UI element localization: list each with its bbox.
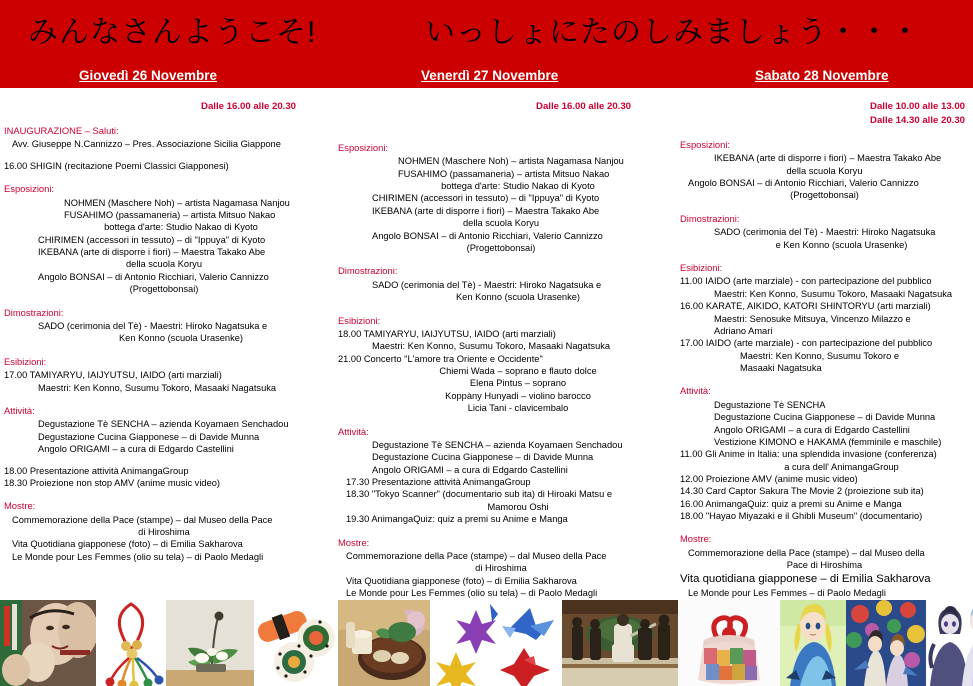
greeting-text-left: みんなさんようこそ! xyxy=(28,16,317,49)
section-line: della scuola Koryu xyxy=(126,259,202,270)
opening-hours-line: Dalle 14.30 alle 20.30 xyxy=(870,114,965,126)
section-line: SADO (cerimonia del Tè) - Maestri: Hiroko Nagatsuka e xyxy=(38,321,268,331)
section-esibizioni xyxy=(4,356,324,394)
section-line: 21.00 Concerto "L'amore tra Oriente e Occidente" xyxy=(338,353,543,364)
day-header-thursday: Giovedì 26 Novembre xyxy=(79,68,218,83)
photo-strip xyxy=(0,600,973,686)
section-line: Adriano Amari xyxy=(714,325,773,336)
section-heading: Mostre: xyxy=(4,500,36,512)
program-column-saturday xyxy=(670,88,973,600)
section-heading: Dimostrazioni: xyxy=(4,306,64,318)
section-line: 18.00 Presentazione attività AnimangaGroup xyxy=(4,465,189,476)
section-heading: Dimostrazioni: xyxy=(338,265,398,277)
section-line: (Progettobonsai) xyxy=(790,190,859,201)
section-line: NOHMEN (Maschere Noh) – artista Nagamasa Nanjou xyxy=(64,197,290,208)
section-line: della scuola Koryu xyxy=(786,165,863,176)
section-line: Degustazione Cucina Giapponese – di Davide Munna xyxy=(38,431,260,442)
day-header-friday: Venerdì 27 Novembre xyxy=(421,68,559,83)
section-line: NOHMEN (Maschere Noh) – artista Nagamasa Nanjou xyxy=(398,156,624,167)
section-line: Masaaki Nagatsuka xyxy=(740,362,822,373)
section-line: SADO (cerimonia del Tè) - Maestri: Hiroko Nagatsuka e xyxy=(372,279,602,290)
section-line: Chiemi Wada – soprano e flauto dolce xyxy=(439,366,597,377)
section-line: e Ken Konno (scuola Urasenke) xyxy=(775,239,908,250)
section-line: Elena Pintus – soprano xyxy=(469,378,567,389)
decorative-cords-photo xyxy=(96,600,166,686)
section-line: Mamorou Oshi xyxy=(487,501,549,512)
section-line: Degustazione Tè SENCHA xyxy=(714,399,826,410)
section-esibizioni xyxy=(680,262,969,374)
section-dimostrazioni xyxy=(680,213,969,251)
section-line: Degustazione Cucina Giapponese – di Davide Munna xyxy=(714,412,936,423)
greeting-text-right: いっしょにたのしみましょう・・・ xyxy=(425,16,921,49)
section-line: Maestri: Ken Konno, Susumu Tokoro e xyxy=(740,350,899,361)
section-esibizioni xyxy=(338,315,664,415)
section-line: Maestri: Ken Konno, Susumu Tokoro, Masaaki Nagatsuka xyxy=(38,382,277,393)
header-banner xyxy=(0,0,973,88)
section-line: 16.00 KARATE, AIKIDO, KATORI SHINTORYU (arti marziali) xyxy=(680,301,931,312)
section-line: 19.30 AnimangaQuiz: quiz a premi su Anime e Manga xyxy=(346,514,568,525)
section-line: a cura dell' AnimangaGroup xyxy=(784,461,899,472)
section-line: 17.00 TAMIYARYU, IAIJYUTSU, IAIDO (arti marziali) xyxy=(4,370,222,381)
section-heading: Esposizioni: xyxy=(338,141,389,153)
section-line: 16.00 SHIGIN (recitazione Poemi Classici Giapponesi) xyxy=(4,160,229,171)
section-line: 18.30 Proiezione non stop AMV (anime music video) xyxy=(4,477,221,488)
section-line: (Progettobonsai) xyxy=(129,284,199,295)
opening-hours-thursday xyxy=(4,88,324,114)
section-line: IKEBANA (arte di disporre i fiori) – Maestra Takako Abe xyxy=(714,153,942,164)
section-line: Degustazione Tè SENCHA – azienda Koyamaen Senchadou xyxy=(372,440,623,451)
section-heading: Esposizioni: xyxy=(680,138,731,150)
section-dimostrazioni xyxy=(4,307,324,345)
section-line: Le Monde pour Les Femmes (olio su tela) – di Paolo Medagli xyxy=(12,551,264,562)
program-column-thursday xyxy=(0,88,330,600)
section-heading: Esibizioni: xyxy=(680,261,723,273)
section-line: Pace di Hiroshima xyxy=(786,560,863,571)
section-line: della scuola Koryu xyxy=(463,218,539,229)
section-line: CHIRIMEN (accessori in tessuto) – di "Ippuya" di Kyoto xyxy=(372,193,600,204)
origami-stars-photo xyxy=(430,600,500,686)
chirimen-pouch-photo xyxy=(678,600,780,686)
section-line: IKEBANA (arte di disporre i fiori) – Maestra Takako Abe xyxy=(38,247,266,258)
opening-hours-line: Dalle 10.00 alle 13.00 xyxy=(870,101,965,112)
origami-cranes-photo xyxy=(500,600,562,686)
section-line: Angolo BONSAI – di Antonio Ricchiari, Valerio Cannizzo xyxy=(38,271,269,282)
noh-masks-photo xyxy=(0,600,96,686)
section-line: FUSAHIMO (passamaneria) – artista Mitsuo Nakao xyxy=(64,209,276,220)
section-line: Degustazione Cucina Giapponese – di Davide Munna xyxy=(372,452,594,463)
section-line: 17.00 IAIDO (arte marziale) - con partecipazione del pubblico xyxy=(680,338,933,349)
section-line: Angolo BONSAI – di Antonio Ricchiari, Valerio Cannizzo xyxy=(372,230,603,241)
section-heading: Attività: xyxy=(338,425,369,437)
section-line: 11.00 IAIDO (arte marziale) - con partecipazione del pubblico xyxy=(680,276,932,287)
section-line: 18.00 TAMIYARYU, IAIJYUTSU, IAIDO (arti marziali) xyxy=(338,329,556,339)
section-line: 11.00 Gli Anime in Italia: una splendida invasione (conferenza) xyxy=(680,449,937,460)
martial-arts-photo xyxy=(562,600,678,686)
section-line: Commemorazione della Pace (stampe) – dal Museo della xyxy=(688,547,925,558)
section-heading: Esibizioni: xyxy=(4,355,47,367)
section-heading: INAUGURAZIONE – Saluti: xyxy=(4,124,119,136)
section-line: Maestri: Ken Konno, Susumu Tokoro, Masaaki Nagatsuka xyxy=(372,341,611,352)
section-attivita xyxy=(338,426,664,526)
section-line: 18.30 "Tokyo Scanner" (documentario sub ita) di Hiroaki Matsu e xyxy=(346,489,613,500)
section-line: 12.00 Proiezione AMV (anime music video) xyxy=(680,474,858,484)
section-line: di Hiroshima xyxy=(138,527,190,538)
section-dimostrazioni xyxy=(338,265,664,303)
program-columns xyxy=(0,88,973,600)
section-line: Maestri: Senosuke Mitsuya, Vincenzo Milazzo e xyxy=(714,313,911,324)
day-header-saturday: Sabato 28 Novembre xyxy=(755,68,889,83)
section-line: Koppàny Hunyadi – violino barocco xyxy=(445,390,591,401)
section-line: Ken Konno (scuola Urasenke) xyxy=(455,292,581,303)
section-esposizioni xyxy=(338,142,664,254)
section-heading: Mostre: xyxy=(338,536,370,548)
section-line: 14.30 Card Captor Sakura The Movie 2 (proiezione sub ita) xyxy=(680,486,924,497)
opening-hours-line: Dalle 16.00 alle 20.30 xyxy=(536,101,631,112)
manga-art-photo xyxy=(846,600,926,686)
section-line: bottega d'arte: Studio Nakao di Kyoto xyxy=(104,222,258,233)
anime-characters-photo xyxy=(926,600,973,686)
section-line: Commemorazione della Pace (stampe) – dal Museo della Pace xyxy=(12,514,273,525)
section-heading: Attività: xyxy=(680,385,711,397)
section-esposizioni xyxy=(4,183,324,295)
section-line: Ken Konno (scuola Urasenke) xyxy=(118,333,244,344)
section-mostre xyxy=(680,533,969,599)
section-line: IKEBANA (arte di disporre i fiori) – Maestra Takako Abe xyxy=(372,205,600,216)
program-column-friday xyxy=(330,88,670,600)
section-heading: Esibizioni: xyxy=(338,314,381,326)
opening-hours-line: Dalle 16.00 alle 20.30 xyxy=(201,101,296,112)
section-line: Vestizione KIMONO e HAKAMA (femminile e maschile) xyxy=(714,436,942,447)
section-attivita xyxy=(4,405,324,489)
section-mostre xyxy=(4,500,324,563)
section-inaugurazione xyxy=(4,125,324,172)
ikebana-photo xyxy=(166,600,254,686)
anime-art-photo xyxy=(780,600,846,686)
section-line: FUSAHIMO (passamaneria) – artista Mitsuo Nakao xyxy=(398,168,610,179)
section-line: Vita Quotidiana giapponese (foto) – di Emilia Sakharova xyxy=(12,539,243,550)
section-line: Vita Quotidiana giapponese (foto) – di Emilia Sakharova xyxy=(346,575,577,586)
section-heading: Esposizioni: xyxy=(4,183,55,195)
section-line: SADO (cerimonia del Tè) - Maestri: Hiroko Nagatsuka xyxy=(714,227,936,238)
section-line: Angolo ORIGAMI – a cura di Edgardo Castellini xyxy=(714,424,910,435)
section-line: Licia Tani - clavicembalo xyxy=(467,403,569,414)
section-esposizioni xyxy=(680,139,969,202)
section-line: 17.30 Presentazione attività AnimangaGroup xyxy=(346,477,531,488)
day-header-row xyxy=(0,68,973,88)
section-line: di Hiroshima xyxy=(475,563,527,574)
section-line: Avv. Giuseppe N.Cannizzo – Pres. Associazione Sicilia Giappone xyxy=(12,139,281,150)
section-line: Le Monde pour Les Femmes (olio su tela) – di Paolo Medagli xyxy=(346,588,598,599)
sushi-photo xyxy=(254,600,338,686)
section-line: bottega d'arte: Studio Nakao di Kyoto xyxy=(441,181,595,192)
tea-ceremony-photo xyxy=(338,600,430,686)
section-mostre xyxy=(338,537,664,600)
section-heading: Attività: xyxy=(4,404,35,416)
opening-hours-friday xyxy=(338,88,664,114)
section-line: (Progettobonsai) xyxy=(466,242,536,253)
section-line: 18.00 "Hayao Miyazaki e il Ghibli Museum" (documentario) xyxy=(680,511,923,522)
section-attivita xyxy=(680,385,969,522)
section-line: Le Monde pour Les Femmes – di Paolo Medagli xyxy=(688,587,886,598)
section-heading: Dimostrazioni: xyxy=(680,212,740,224)
section-line: Commemorazione della Pace (stampe) – dal Museo della Pace xyxy=(346,551,607,562)
section-line: Degustazione Tè SENCHA – azienda Koyamaen Senchadou xyxy=(38,419,289,430)
section-heading: Mostre: xyxy=(680,533,712,545)
section-line: Angolo BONSAI – di Antonio Ricchiari, Valerio Cannizzo xyxy=(688,178,919,189)
section-line: Maestri: Ken Konno, Susumu Tokoro, Masaaki Nagatsuka xyxy=(714,288,953,299)
section-line: CHIRIMEN (accessori in tessuto) – di "Ippuya" di Kyoto xyxy=(38,234,266,245)
section-line: Angolo ORIGAMI – a cura di Edgardo Castellini xyxy=(38,444,234,455)
opening-hours-saturday xyxy=(680,88,969,128)
section-line: 16.00 AnimangaQuiz: quiz a premi su Anime e Manga xyxy=(680,498,902,509)
section-line: Angolo ORIGAMI – a cura di Edgardo Castellini xyxy=(372,464,568,475)
section-line: Vita quotidiana giapponese – di Emilia Sakharova xyxy=(680,572,931,585)
